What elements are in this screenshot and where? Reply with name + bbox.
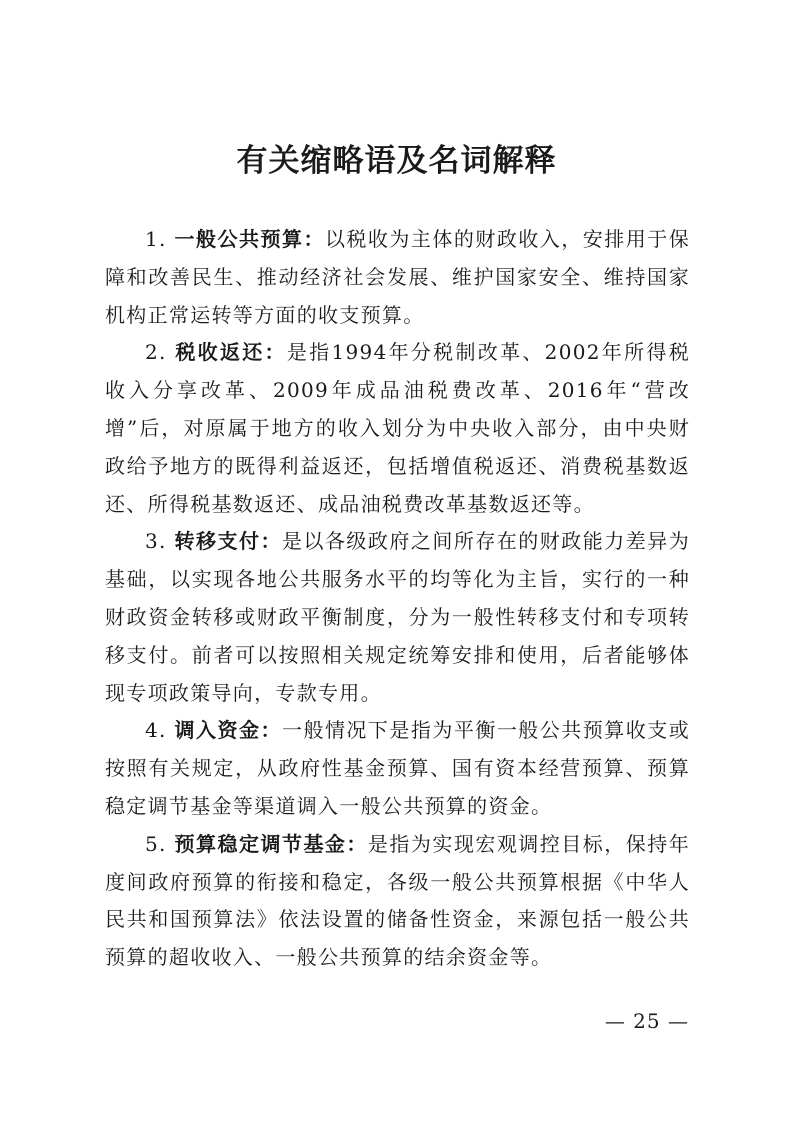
- entry-definition: 一般情况下是指为平衡一般公共预算收支或按照有关规定，从政府性基金预算、国有资本经营预算、预算稳定调节基金等渠道调入一般公共预算的资金。: [105, 718, 691, 818]
- entry-term: 调入资金：: [174, 718, 282, 743]
- entry-term: 预算稳定调节基金：: [174, 831, 368, 856]
- entry-term: 税收返还：: [175, 340, 287, 365]
- entry-definition: 是以各级政府之间所存在的财政能力差异为基础，以实现各地公共服务水平的均等化为主旨，实行的一种财政资金转移或财政平衡制度，分为一般性转移支付和专项转移支付。前者可以按照相关规定统筹安排和使用，后者能够体现专项政策导向，专款专用。: [105, 529, 691, 705]
- entry-term: 一般公共预算：: [174, 227, 325, 251]
- glossary-entry-transfer-payment: [105, 523, 690, 712]
- entry-definition: 是指1994年分税制改革、2002年所得税收入分享改革、2009年成品油税费改革、2016年“营改增”后，对原属于地方的收入划分为中央收入部分，由中央财政给予地方的既得利益返还，包括增值税返还、消费税基数返还、所得税基数返还、成品油税费改革基数返还等。: [105, 340, 690, 516]
- glossary-entry-budget-stabilization-fund: [105, 826, 690, 977]
- entry-definition: 是指为实现宏观调控目标，保持年度间政府预算的衔接和稳定，各级一般公共预算根据《中华人民共和国预算法》依法设置的储备性资金，来源包括一般公共预算的超收收入、一般公共预算的结余资金等。: [105, 831, 691, 970]
- entry-number: 2.: [145, 340, 176, 365]
- entry-number: 1.: [145, 227, 175, 251]
- glossary-entry-general-public-budget: [105, 221, 690, 334]
- glossary-entry-tax-rebate: [105, 334, 690, 523]
- entry-number: 5.: [145, 831, 175, 856]
- glossary-entry-transferred-funds: [105, 712, 690, 825]
- entry-number: 4.: [145, 718, 175, 743]
- entry-number: 3.: [145, 529, 175, 554]
- page-title: 有关缩略语及名词解释: [236, 143, 557, 179]
- entry-term: 转移支付：: [174, 529, 282, 554]
- glossary-content: [105, 221, 690, 977]
- page-number: — 25 —: [604, 1009, 689, 1033]
- entry-definition: 以税收为主体的财政收入，安排用于保障和改善民生、推动经济社会发展、维护国家安全、维持国家机构正常运转等方面的收支预算。: [105, 227, 690, 327]
